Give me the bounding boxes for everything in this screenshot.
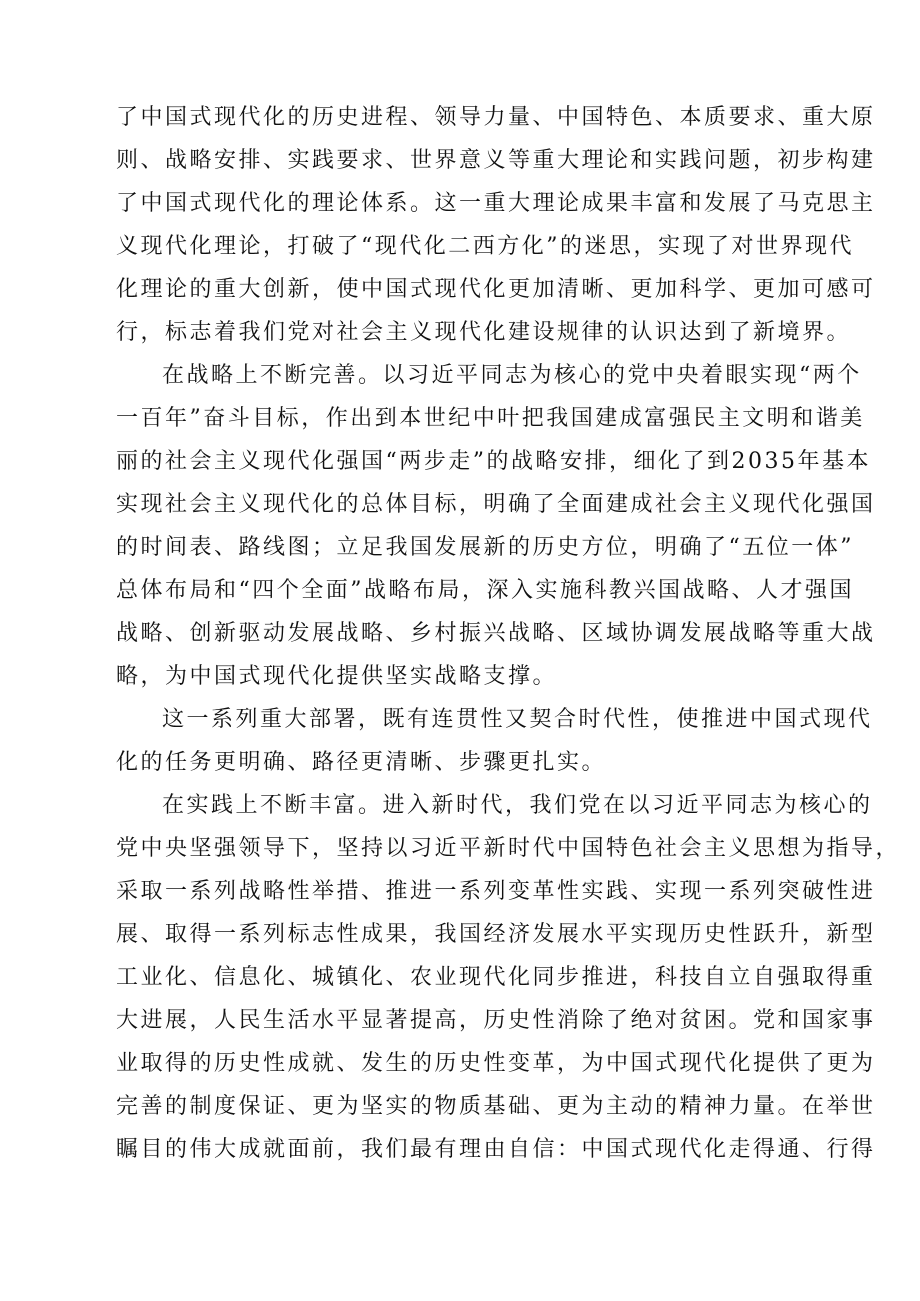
text-line: 完善的制度保证、更为坚实的物质基础、更为主动的精神力量。在举世 — [116, 1094, 876, 1119]
text-line: 这一系列重大部署，既有连贯性又契合时代性，使推进中国式现代 — [162, 707, 873, 732]
paragraph-2 — [116, 354, 876, 698]
text-line: 了中国式现代化的理论体系。这一重大理论成果丰富和发展了马克思主 — [116, 191, 876, 216]
text-line: 总体布局和“四个全面”战略布局，深入实施科教兴国战略、人才强国 — [116, 578, 854, 603]
text-line: 采取一系列战略性举措、推进一系列变革性实践、实现一系列突破性进 — [116, 879, 876, 904]
text-line: 则、战略安排、实践要求、世界意义等重大理论和实践问题，初步构建 — [116, 148, 876, 173]
paragraph-3 — [116, 698, 873, 784]
text-line: 实现社会主义现代化的总体目标，明确了全面建成社会主义现代化强国 — [116, 492, 876, 517]
text-line: 一百年”奋斗目标，作出到本世纪中叶把我国建成富强民主文明和谐美 — [116, 406, 865, 431]
text-line: 瞩目的伟大成就面前，我们最有理由自信：中国式现代化走得通、行得 — [116, 1137, 876, 1162]
text-line: 略，为中国式现代化提供坚实战略支撑。 — [116, 664, 558, 689]
text-line: 党中央坚强领导下，坚持以习近平新时代中国特色社会主义思想为指导， — [116, 836, 901, 861]
text-line: 了中国式现代化的历史进程、领导力量、中国特色、本质要求、重大原 — [116, 105, 876, 130]
paragraph-4 — [116, 784, 901, 1171]
text-line: 业取得的历史性成就、发生的历史性变革，为中国式现代化提供了更为 — [116, 1051, 876, 1076]
text-line: 在实践上不断丰富。进入新时代，我们党在以习近平同志为核心的 — [162, 793, 873, 818]
text-line: 义现代化理论，打破了“现代化二西方化”的迷思，实现了对世界现代 — [116, 234, 854, 259]
body-text — [116, 96, 901, 1171]
text-line: 展、取得一系列标志性成果，我国经济发展水平实现历史性跃升，新型 — [116, 922, 876, 947]
text-line: 化的任务更明确、路径更清晰、步骤更扎实。 — [116, 750, 607, 775]
text-line: 行，标志着我们党对社会主义现代化建设规律的认识达到了新境界。 — [116, 320, 852, 345]
text-line: 丽的社会主义现代化强国“两步走”的战略安排，细化了到2035年基本 — [116, 449, 871, 474]
text-line: 战略、创新驱动发展战略、乡村振兴战略、区域协调发展战略等重大战 — [116, 621, 876, 646]
text-line: 的时间表、路线图；立足我国发展新的历史方位，明确了“五位一体” — [116, 535, 854, 560]
text-line: 工业化、信息化、城镇化、农业现代化同步推进，科技自立自强取得重 — [116, 965, 876, 990]
paragraph-1 — [116, 96, 876, 354]
text-line: 化理论的重大创新，使中国式现代化更加清晰、更加科学、更加可感可 — [116, 277, 876, 302]
text-line: 在战略上不断完善。以习近平同志为核心的党中央着眼实现“两个 — [162, 363, 862, 388]
text-line: 大进展，人民生活水平显著提高，历史性消除了绝对贫困。党和国家事 — [116, 1008, 876, 1033]
